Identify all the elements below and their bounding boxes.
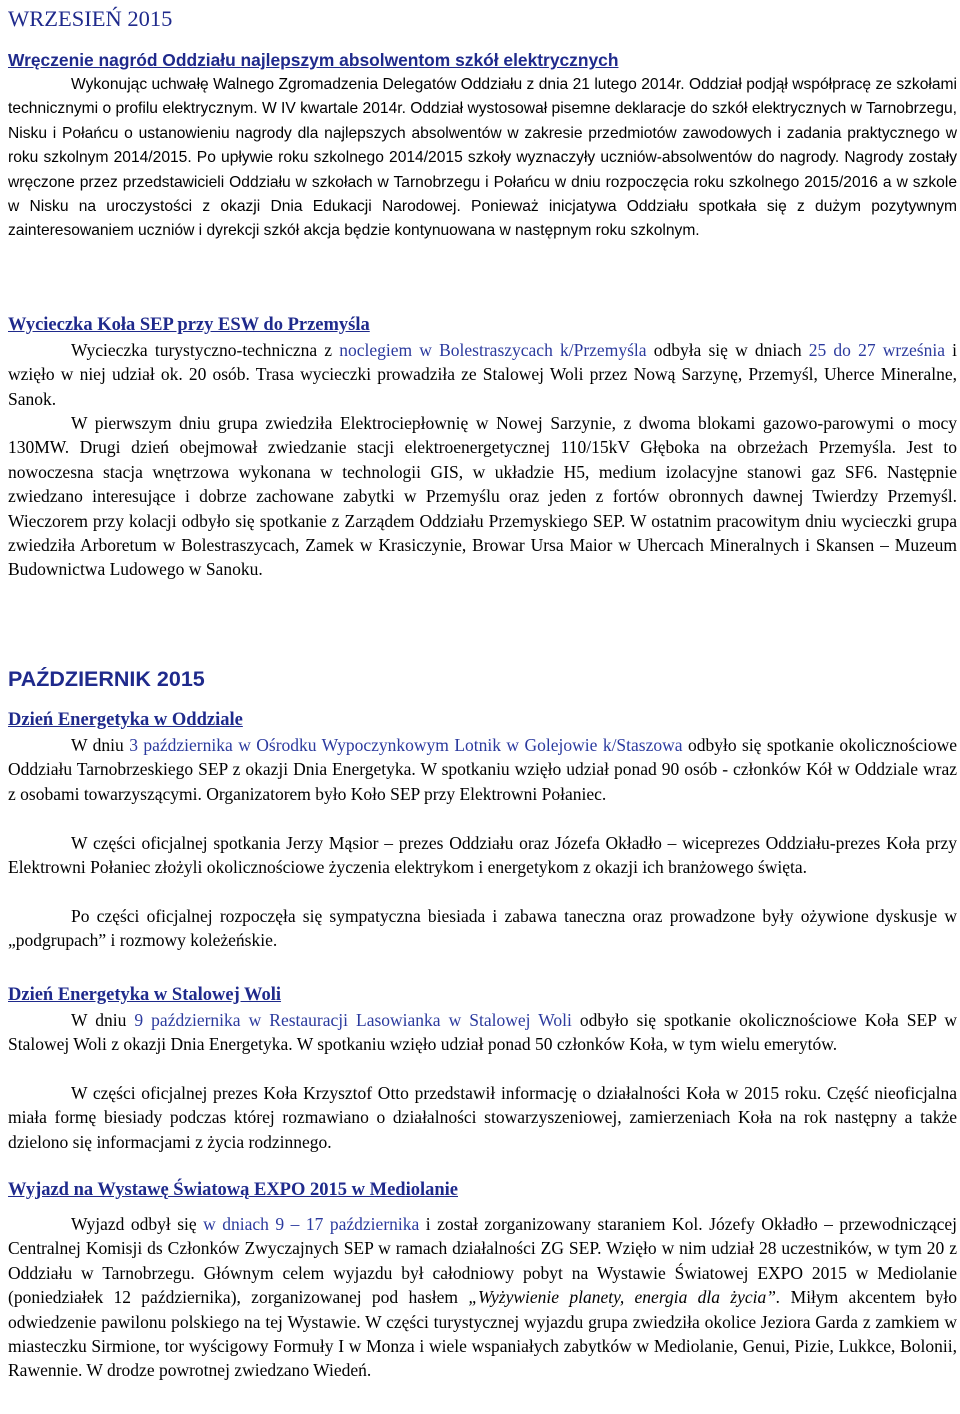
paragraph-energy-day-branch-3: Po części oficjalnej rozpoczęła się sympatyczna biesiada i zabawa taneczna oraz prowadzone były ożywione dyskusje w „podgrupach” i rozmowy koleżeńskie.: [8, 906, 957, 951]
paragraph-energy-day-branch-1: W dniu 3 października w Ośrodku Wypoczynkowym Lotnik w Golejowie k/Staszowa odbyło się spotkanie okolicznościowe Oddziału Tarnobrzeskiego SEP z okazji Dnia Energetyka. W spotkaniu wzięło udział ponad 90 osób - członków Kół w Oddziale wraz z osobami towarzyszącymi. Organizatorem było Koło SEP przy Elektrowni Połaniec.: [8, 735, 957, 804]
month-heading-october: PAŹDZIERNIK 2015: [8, 667, 205, 691]
paragraph-przemysl-trip-2: W pierwszym dniu grupa zwiedziła Elektrociepłownię w Nowej Sarzynie, z dwoma blokami gazowo-parowymi o mocy 130MW. Drugi dzień obejmował zwiedzanie stacji elektroenergetycznej 110/15kV Głęboka na obrzeżach Przemyśla. Jest to nowoczesna stacja wnętrzowa wykonana w technologii GIS, w układzie H5, medium izolacyjne stanowi gaz SF6. Następnie zwiedzano interesujące i dobrze zachowane zabytki w Przemyślu oraz jeden z fortów obronnych dawnej Twierdzy Przemyśl. Wieczorem przy kolacji odbyło się spotkanie z Zarządem Oddziału Przemyskiego SEP. W ostatnim pracowitym dniu wycieczki grupa zwiedziła Arboretum w Bolestraszycach, Zamek w Krasiczynie, Browar Ursa Maior w Uhercach Mineralnych i Skansen – Muzeum Budownictwa Ludowego w Sanoku.: [8, 413, 957, 580]
paragraph-przemysl-trip-1: Wycieczka turystyczno-techniczna z noclegiem w Bolestraszycach k/Przemyśla odbyła się w dniach 25 do 27 września i wzięło w niej udział ok. 20 osób. Trasa wycieczki prowadziła ze Stalowej Woli przez Nową Sarzynę, Przemyśl, Uherce Mineralne, Sanok.: [8, 340, 958, 409]
paragraph-energy-day-stalowa-wola-2: W części oficjalnej prezes Koła Krzysztof Otto przedstawił informację o działalności Koła w 2015 roku. Część nieoficjalna miała formę biesiady podczas której rozmawiano o działalności stowarzyszeniowej, zamierzeniach Koła na rok następny a także dzielono się informacjami z życia rodzinnego.: [8, 1083, 957, 1152]
section-heading-energy-day-branch[interactable]: Dzień Energetyka w Oddziale: [8, 710, 243, 730]
paragraph-expo-trip: Wyjazd odbył się w dniach 9 – 17 października i został zorganizowany staraniem Kol. Józefy Okładło – przewodniczącej Centralnej Komisji ds Członków Zwyczajnych SEP w ramach działalności ZG SEP. Wzięło w nim udział 28 uczestników, w tym 20 z Oddziału w Tarnobrzegu. Głównym celem wyjazdu był całodniowy pobyt na Wystawie Światowej EXPO 2015 w Mediolanie (poniedziałek 12 października), zorganizowanej pod hasłem „Wyżywienie planety, energia dla życia”. Miłym akcentem było odwiedzenie pawilonu polskiego na tej Wystawie. W części turystycznej wyjazdu grupa zwiedziła okolice Jeziora Garda z zamkiem w miasteczku Sirmione, tor wyścigowy Formuły I w Monza i wiele wspaniałych zabytków w Mediolanie, Genui, Pizie, Lukkce, Bolonii, Rawennie. W drodze powrotnej zwiedzano Wiedeń.: [8, 1214, 957, 1381]
paragraph-energy-day-stalowa-wola-1: W dniu 9 października w Restauracji Lasowianka w Stalowej Woli odbyło się spotkanie okolicznościowe Koła SEP w Stalowej Woli z okazji Dnia Energetyka. W spotkaniu wzięło udział ponad 50 członków Koła, w tym wielu emerytów.: [8, 1010, 957, 1055]
paragraph-awards: Wykonując uchwałę Walnego Zgromadzenia Delegatów Oddziału z dnia 21 lutego 2014r. Oddział podjął współpracę ze szkołami technicznymi o profilu elektrycznym. W IV kwartale 2014r. Oddział wystosował pisemne deklaracje do szkół elektrycznych w Tarnobrzegu, Nisku i Połańcu o ustanowieniu nagrody dla najlepszych absolwentów w zakresie przedmiotów zawodowych i zadania praktycznego w roku szkolnym 2014/2015. Po upływie roku szkolnego 2014/2015 szkoły wyznaczyły uczniów-absolwentów do nagrody. Nagrody zostały wręczone przez przedstawicieli Oddziału w szkołach w Tarnobrzegu i Połańcu w dniu rozpoczęcia roku szkolnego 2015/2016 a w szkole w Nisku na uroczystości z okazji Dnia Edukacji Narodowej. Ponieważ inicjatywa Oddziału spotkała się z dużym pozytywnym zainteresowaniem uczniów i dyrekcji szkół akcja będzie kontynuowana w następnym roku szkolnym.: [8, 76, 957, 240]
section-heading-energy-day-stalowa-wola[interactable]: Dzień Energetyka w Stalowej Woli: [8, 985, 282, 1005]
section-heading-expo-trip[interactable]: Wyjazd na Wystawę Światową EXPO 2015 w Mediolanie: [8, 1180, 458, 1200]
month-heading-september: WRZESIEŃ 2015: [8, 6, 173, 31]
section-heading-awards[interactable]: Wręczenie nagród Oddziału najlepszym absolwentom szkół elektrycznych: [8, 50, 619, 70]
section-heading-przemysl-trip[interactable]: Wycieczka Koła SEP przy ESW do Przemyśla: [8, 315, 370, 335]
paragraph-energy-day-branch-2: W części oficjalnej spotkania Jerzy Mąsior – prezes Oddziału oraz Józefa Okładło – wiceprezes Oddziału-prezes Koła przy Elektrowni Połaniec złożyli okolicznościowe życzenia elektrykom i energetykom z okazji ich branżowego święta.: [8, 833, 957, 878]
